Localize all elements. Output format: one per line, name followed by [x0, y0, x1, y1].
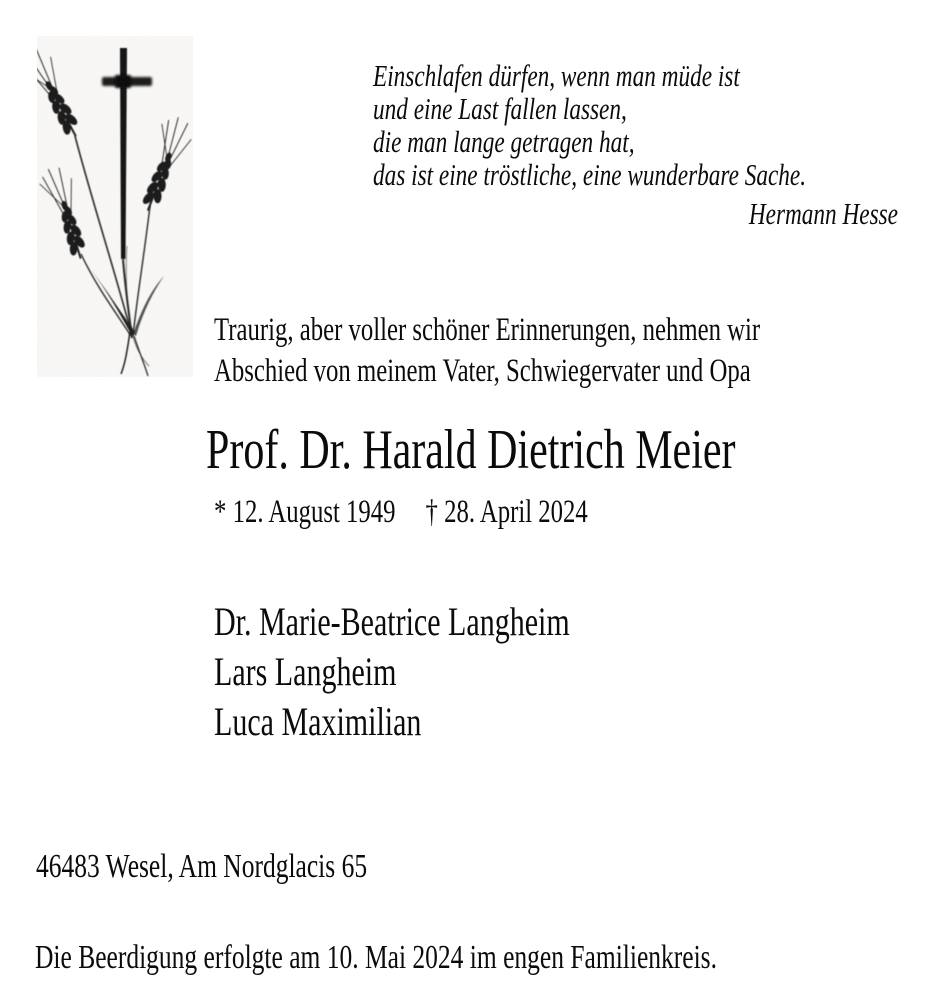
mourner-name: Luca Maximilian	[214, 699, 422, 744]
cross-and-wheat-illustration	[37, 36, 193, 377]
mourner-name: Lars Langheim	[214, 649, 397, 694]
quote-block	[373, 59, 898, 230]
quote-line: und eine Last fallen lassen,	[373, 91, 627, 126]
death-date: † 28. April 2024	[425, 494, 588, 530]
deceased-name: Prof. Dr. Harald Dietrich Meier	[206, 419, 736, 481]
quote-line: Einschlafen dürfen, wenn man müde ist	[373, 58, 740, 93]
quote-line: die man lange getragen hat,	[373, 124, 635, 159]
quote-line: das ist eine tröstliche, eine wunderbare Sache.	[373, 157, 807, 192]
address-line: 46483 Wesel, Am Nordglacis 65	[36, 848, 368, 885]
intro-text	[214, 310, 760, 392]
mourners-list	[214, 597, 570, 747]
intro-line: Traurig, aber voller schöner Erinnerungen, nehmen wir	[214, 312, 761, 348]
intro-line: Abschied von meinem Vater, Schwiegervater und Opa	[214, 353, 751, 389]
quote-attribution: Hermann Hesse	[748, 196, 898, 231]
life-dates	[214, 492, 588, 532]
funeral-note: Die Beerdigung erfolgte am 10. Mai 2024 im engen Familienkreis.	[35, 939, 717, 976]
birth-date: * 12. August 1949	[214, 494, 396, 530]
cross-and-wheat-icon	[37, 36, 193, 377]
mourner-name: Dr. Marie-Beatrice Langheim	[214, 599, 570, 644]
